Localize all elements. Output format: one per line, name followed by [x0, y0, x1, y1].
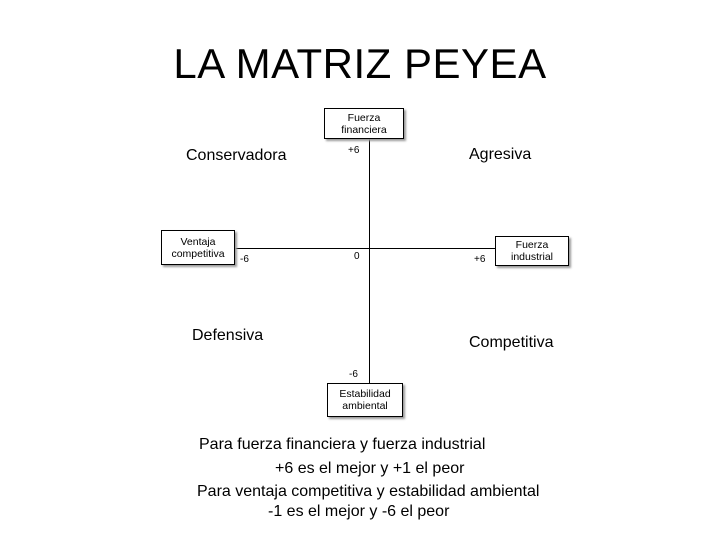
axis-box-label: Fuerza: [347, 111, 381, 124]
axis-box-ventaja-competitiva: [161, 230, 235, 265]
tick-bottom: -6: [349, 369, 358, 380]
tick-right: +6: [474, 254, 486, 265]
tick-left: -6: [240, 254, 249, 265]
axis-box-label: competitiva: [171, 247, 225, 260]
tick-origin: 0: [354, 251, 360, 262]
vertical-axis: [369, 138, 370, 384]
note-line: Para ventaja competitiva y estabilidad ambiental: [197, 483, 540, 500]
quadrant-competitiva: Competitiva: [469, 334, 554, 351]
note-line: +6 es el mejor y +1 el peor: [275, 460, 465, 477]
note-line: Para fuerza financiera y fuerza industrial: [199, 436, 486, 453]
axis-box-estabilidad-ambiental: [327, 383, 403, 417]
note-line: -1 es el mejor y -6 el peor: [268, 503, 450, 520]
axis-box-label: Estabilidad: [339, 388, 391, 400]
axis-box-fuerza-financiera: [324, 108, 404, 139]
axis-box-fuerza-industrial: [495, 236, 569, 266]
tick-top: +6: [348, 145, 360, 156]
axis-box-label: Fuerza: [515, 239, 549, 251]
quadrant-conservadora: Conservadora: [186, 147, 287, 164]
axis-box-label: industrial: [510, 251, 554, 263]
page-title: LA MATRIZ PEYEA: [173, 40, 547, 87]
quadrant-agresiva: Agresiva: [469, 146, 532, 163]
axis-box-label: Ventaja: [180, 235, 216, 248]
axis-box-label: ambiental: [342, 400, 388, 412]
quadrant-defensiva: Defensiva: [192, 327, 264, 344]
axis-box-label: financiera: [341, 123, 387, 136]
horizontal-axis: [232, 248, 496, 249]
